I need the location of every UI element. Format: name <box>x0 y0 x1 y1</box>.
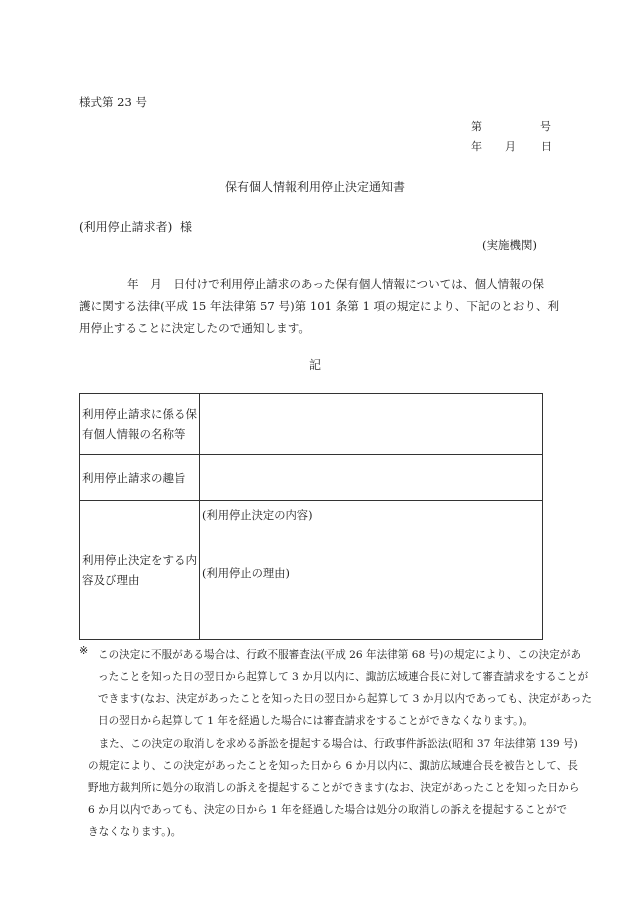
note-line: この決定に不服がある場合は、行政不服審査法(平成 26 年法律第 68 号)の規定により、この決定があ <box>98 649 582 661</box>
note-line: の規定により、この決定があったことを知った日から 6 か月以内に、諏訪広域連合長を被告として、長 <box>88 760 578 772</box>
row-value-decision-content <box>200 501 543 640</box>
note-line: ったことを知った日の翌日から起算して 3 か月以内に、諏訪広域連合長に対して審査請求をすることが <box>98 671 589 683</box>
row-label-request-purpose: 利用停止請求の趣旨 <box>80 455 200 501</box>
row-label-decision-content <box>80 501 200 640</box>
issuing-agency: (実施機関) <box>482 238 537 252</box>
notice-body <box>79 273 560 339</box>
notice-body-line: 年 月 日付けで利用停止請求のあった保有個人情報については、個人情報の保 <box>127 277 545 291</box>
note-line: 日の翌日から起算して 1 年を経過した場合には審査請求をすることができなくなります。)。 <box>98 715 534 727</box>
notice-body-line: 用停止することに決定したので通知します。 <box>79 321 310 335</box>
notice-body-line: 護に関する法律(平成 15 年法律第 57 号)第 101 条第 1 項の規定により、下記のとおり、利 <box>79 299 560 313</box>
row-value-request-purpose <box>200 455 543 501</box>
note-line: 6 か月以内であっても、決定の日から 1 年を経過した場合は処分の取消しの訴えを提起することがで <box>88 804 568 816</box>
addressee-honorific: 様 <box>180 220 193 234</box>
note-mark: ※ <box>79 644 89 657</box>
note-lawsuit <box>88 733 580 843</box>
table-row <box>80 501 543 640</box>
note-line: また、この決定の取消しを求める訴訟を提起する場合は、行政事件訴訟法(昭和 37 年法律第 139 号) <box>88 738 578 750</box>
note-line: きなくなります。)。 <box>88 826 182 838</box>
addressee-requester: (利用停止請求者) <box>79 220 173 234</box>
date-day: 日 <box>541 140 552 153</box>
ki-heading: 記 <box>308 358 321 372</box>
date-year: 年 <box>471 140 482 153</box>
table-row <box>80 455 543 501</box>
note-line: できます(なお、決定があったことを知った日の翌日から起算して 3 か月以内であっても、決定があった <box>98 693 593 705</box>
decision-table <box>79 393 543 640</box>
form-number: 様式第 23 号 <box>79 95 147 109</box>
table-row <box>80 394 543 455</box>
label-line: 利用停止請求に係る保 <box>82 407 197 421</box>
decision-reason-subheading: (利用停止の理由) <box>202 567 290 580</box>
note-appeal <box>98 644 593 732</box>
note-line: 野地方裁判所に処分の取消しの訴えを提起することができます(なお、決定があったことを知った日から <box>88 782 580 794</box>
document-title: 保有個人情報利用停止決定通知書 <box>224 180 405 194</box>
doc-number-suffix: 号 <box>540 120 551 133</box>
row-label-personal-info-name <box>80 394 200 455</box>
doc-number-prefix: 第 <box>471 120 482 133</box>
decision-content-subheading: (利用停止決定の内容) <box>202 509 313 522</box>
row-value-personal-info-name <box>200 394 543 455</box>
label-line: 有個人情報の名称等 <box>82 427 186 441</box>
label-line: 容及び理由 <box>82 573 140 587</box>
label-line: 利用停止決定をする内 <box>82 553 197 567</box>
date-month: 月 <box>505 140 516 153</box>
